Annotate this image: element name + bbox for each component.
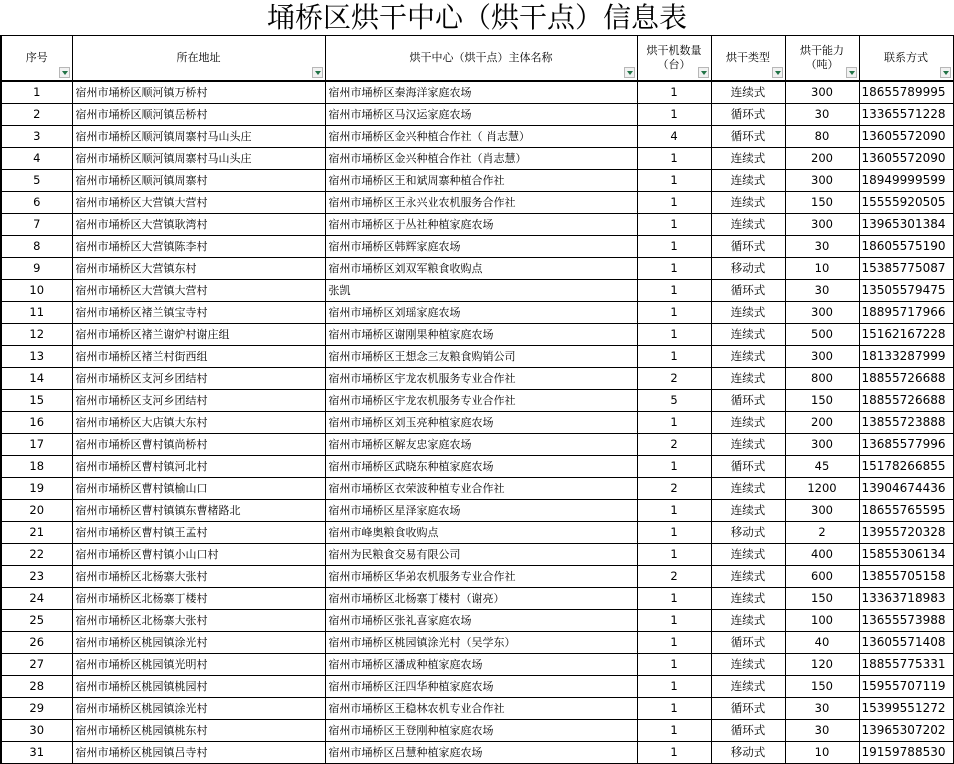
cell-phone[interactable]: 13505579475 [859,280,953,302]
cell-phone[interactable]: 18133287999 [859,346,953,368]
cell-phone[interactable]: 15178266855 [859,456,953,478]
cell-entity-name[interactable]: 宿州市埇桥区桃园镇涂光村（吴学东） [325,632,637,654]
header-no [1,36,72,82]
cell-entity-name[interactable]: 宿州市埇桥区金兴种植合作社（肖志慧） [325,148,637,170]
cell-entity-name[interactable]: 宿州市埇桥区谢刚果种植家庭农场 [325,324,637,346]
cell-no[interactable]: 15 [1,390,72,412]
header-cap [785,36,859,82]
cell-capacity[interactable]: 150 [785,676,859,698]
cell-address[interactable]: 宿州市埇桥区桃园镇涂光村 [72,698,325,720]
cell-capacity[interactable]: 10 [785,742,859,764]
cell-address[interactable]: 宿州市埇桥区桃园镇涂光村 [72,632,325,654]
cell-no[interactable]: 26 [1,632,72,654]
cell-dryer-type[interactable]: 移动式 [711,742,785,764]
cell-entity-name[interactable]: 宿州市埇桥区于丛社种植家庭农场 [325,214,637,236]
cell-capacity[interactable]: 100 [785,610,859,632]
cell-phone[interactable]: 15399551272 [859,698,953,720]
cell-address[interactable]: 宿州市埇桥区褚兰谢炉村谢庄组 [72,324,325,346]
cell-no[interactable]: 9 [1,258,72,280]
cell-phone[interactable]: 19159788530 [859,742,953,764]
table-row [1,698,953,720]
table-row [1,214,953,236]
cell-entity-name[interactable]: 宿州市埇桥区宇龙农机服务专业合作社 [325,390,637,412]
cell-entity-name[interactable]: 宿州市埇桥区吕慧种植家庭农场 [325,742,637,764]
cell-capacity[interactable]: 40 [785,632,859,654]
cell-phone[interactable]: 13685577996 [859,434,953,456]
cell-entity-name[interactable]: 宿州市埇桥区秦海洋家庭农场 [325,81,637,104]
table-body [1,81,953,764]
header-tel [859,36,953,82]
cell-no[interactable]: 21 [1,522,72,544]
cell-entity-name[interactable]: 宿州市埇桥区王和斌周寨种植合作社 [325,170,637,192]
cell-entity-name[interactable]: 宿州市埇桥区马汉运家庭农场 [325,104,637,126]
cell-dryer-type[interactable]: 循环式 [711,390,785,412]
cell-address[interactable]: 宿州市埇桥区曹村镇王孟村 [72,522,325,544]
cell-dryer-type[interactable]: 连续式 [711,434,785,456]
table-row [1,302,953,324]
cell-address[interactable]: 宿州市埇桥区大营镇陈李村 [72,236,325,258]
cell-capacity[interactable]: 800 [785,368,859,390]
cell-address[interactable]: 宿州市埇桥区桃园镇吕寺村 [72,742,325,764]
cell-dryer-type[interactable]: 连续式 [711,81,785,104]
cell-address[interactable]: 宿州市埇桥区顺河镇周寨村马山头庄 [72,126,325,148]
sheet-title: 埇桥区烘干中心（烘干点）信息表 [266,1,687,34]
table-row [1,126,953,148]
cell-dryer-count[interactable]: 1 [637,214,711,236]
filter-dropdown-icon[interactable] [59,67,70,78]
cell-no[interactable]: 17 [1,434,72,456]
cell-dryer-type[interactable]: 循环式 [711,698,785,720]
cell-dryer-count[interactable]: 5 [637,390,711,412]
cell-dryer-type[interactable]: 连续式 [711,654,785,676]
cell-dryer-type[interactable]: 移动式 [711,522,785,544]
cell-dryer-count[interactable]: 1 [637,654,711,676]
cell-no[interactable]: 7 [1,214,72,236]
cell-dryer-type[interactable]: 连续式 [711,170,785,192]
cell-entity-name[interactable]: 宿州市埇桥区华弟农机服务专业合作社 [325,566,637,588]
cell-dryer-count[interactable]: 1 [637,302,711,324]
cell-address[interactable]: 宿州市埇桥区褚兰镇宝寺村 [72,302,325,324]
table-row [1,456,953,478]
table-row [1,236,953,258]
cell-no[interactable]: 24 [1,588,72,610]
cell-address[interactable]: 宿州市埇桥区大营镇大营村 [72,192,325,214]
header-name-label: 烘干中心（烘干点）主体名称 [409,51,553,64]
cell-capacity[interactable]: 1200 [785,478,859,500]
cell-entity-name[interactable]: 宿州市埇桥区王永兴业农机服务合作社 [325,192,637,214]
cell-entity-name[interactable]: 宿州市埇桥区汪四华种植家庭农场 [325,676,637,698]
cell-no[interactable]: 25 [1,610,72,632]
table-row [1,81,953,104]
header-type [711,36,785,82]
cell-dryer-type[interactable]: 连续式 [711,192,785,214]
cell-address[interactable]: 宿州市埇桥区曹村镇镇东曹楮路北 [72,500,325,522]
header-cap-label: 烘干能力 [800,44,844,57]
cell-address[interactable]: 宿州市埇桥区顺河镇周寨村马山头庄 [72,148,325,170]
header-name [325,36,637,82]
header-qty-label: 烘干机数量 [646,44,702,57]
cell-dryer-type[interactable]: 连续式 [711,302,785,324]
filter-dropdown-icon[interactable] [698,67,709,78]
header-tel-label: 联系方式 [884,51,928,64]
table-row [1,148,953,170]
cell-capacity[interactable]: 30 [785,104,859,126]
cell-no[interactable]: 22 [1,544,72,566]
cell-capacity[interactable]: 150 [785,192,859,214]
cell-dryer-count[interactable]: 1 [637,346,711,368]
cell-no[interactable]: 2 [1,104,72,126]
header-row [1,36,953,82]
cell-entity-name[interactable]: 宿州市埇桥区刘玉亮种植家庭农场 [325,412,637,434]
cell-address[interactable]: 宿州市埇桥区北杨寨丁楼村 [72,588,325,610]
header-addr [72,36,325,82]
cell-capacity[interactable]: 150 [785,588,859,610]
cell-entity-name[interactable]: 张凯 [325,280,637,302]
cell-dryer-type[interactable]: 连续式 [711,478,785,500]
table-row [1,544,953,566]
cell-entity-name[interactable]: 宿州市埇桥区张礼喜家庭农场 [325,610,637,632]
cell-entity-name[interactable]: 宿州为民粮食交易有限公司 [325,544,637,566]
cell-dryer-count[interactable]: 2 [637,434,711,456]
cell-no[interactable]: 8 [1,236,72,258]
cell-address[interactable]: 宿州市埇桥区北杨寨大张村 [72,566,325,588]
cell-capacity[interactable]: 300 [785,346,859,368]
table-row [1,170,953,192]
cell-dryer-count[interactable]: 2 [637,478,711,500]
cell-capacity[interactable]: 80 [785,126,859,148]
cell-dryer-type[interactable]: 循环式 [711,720,785,742]
cell-dryer-type[interactable]: 连续式 [711,566,785,588]
cell-entity-name[interactable]: 宿州市埇桥区刘瑶家庭农场 [325,302,637,324]
cell-dryer-count[interactable]: 1 [637,236,711,258]
cell-dryer-type[interactable]: 连续式 [711,368,785,390]
cell-no[interactable]: 10 [1,280,72,302]
cell-address[interactable]: 宿州市埇桥区顺河镇万桥村 [72,81,325,104]
cell-capacity[interactable]: 300 [785,302,859,324]
cell-no[interactable]: 27 [1,654,72,676]
cell-phone[interactable]: 13655573988 [859,610,953,632]
cell-dryer-count[interactable]: 1 [637,720,711,742]
cell-dryer-count[interactable]: 1 [637,258,711,280]
cell-entity-name[interactable]: 宿州市埇桥区武晓东种植家庭农场 [325,456,637,478]
cell-dryer-type[interactable]: 移动式 [711,258,785,280]
cell-capacity[interactable]: 2 [785,522,859,544]
cell-address[interactable]: 宿州市埇桥区桃园镇桃东村 [72,720,325,742]
cell-capacity[interactable]: 300 [785,170,859,192]
cell-dryer-count[interactable]: 2 [637,566,711,588]
cell-dryer-count[interactable]: 1 [637,280,711,302]
cell-address[interactable]: 宿州市埇桥区顺河镇周寨村 [72,170,325,192]
cell-dryer-count[interactable]: 1 [637,544,711,566]
cell-phone[interactable]: 15855306134 [859,544,953,566]
cell-entity-name[interactable]: 宿州市埇桥区王稳林农机专业合作社 [325,698,637,720]
cell-dryer-count[interactable]: 1 [637,588,711,610]
cell-dryer-count[interactable]: 1 [637,148,711,170]
cell-no[interactable]: 31 [1,742,72,764]
cell-phone[interactable]: 18855775331 [859,654,953,676]
cell-no[interactable]: 13 [1,346,72,368]
cell-entity-name[interactable]: 宿州市埇桥区解友忠家庭农场 [325,434,637,456]
cell-dryer-count[interactable]: 1 [637,192,711,214]
cell-no[interactable]: 16 [1,412,72,434]
table-row [1,280,953,302]
table-row [1,654,953,676]
cell-capacity[interactable]: 200 [785,412,859,434]
cell-dryer-count[interactable]: 1 [637,170,711,192]
cell-no[interactable]: 23 [1,566,72,588]
table-row [1,412,953,434]
cell-no[interactable]: 12 [1,324,72,346]
table-row [1,566,953,588]
table-row [1,610,953,632]
cell-address[interactable]: 宿州市埇桥区大营镇耿湾村 [72,214,325,236]
filter-dropdown-icon[interactable] [846,67,857,78]
table-row [1,192,953,214]
cell-phone[interactable]: 15955707119 [859,676,953,698]
cell-phone[interactable]: 13855705158 [859,566,953,588]
table-row [1,346,953,368]
cell-capacity[interactable]: 500 [785,324,859,346]
table-row [1,522,953,544]
cell-entity-name[interactable]: 宿州市埇桥区金兴种植合作社（ 肖志慧） [325,126,637,148]
cell-phone[interactable]: 18655765595 [859,500,953,522]
cell-entity-name[interactable]: 宿州市埇桥区星泽家庭农场 [325,500,637,522]
cell-dryer-count[interactable]: 1 [637,742,711,764]
cell-phone[interactable]: 18655789995 [859,81,953,104]
table-row [1,258,953,280]
cell-capacity[interactable]: 600 [785,566,859,588]
cell-dryer-count[interactable]: 1 [637,676,711,698]
table-row [1,368,953,390]
cell-no[interactable]: 29 [1,698,72,720]
cell-address[interactable]: 宿州市埇桥区桃园镇桃园村 [72,676,325,698]
cell-address[interactable]: 宿州市埇桥区北杨寨大张村 [72,610,325,632]
table-row [1,390,953,412]
table-row [1,478,953,500]
header-type-label: 烘干类型 [726,51,770,64]
cell-no[interactable]: 14 [1,368,72,390]
cell-phone[interactable]: 13904674436 [859,478,953,500]
cell-phone[interactable]: 13363718983 [859,588,953,610]
cell-dryer-count[interactable]: 1 [637,104,711,126]
cell-entity-name[interactable]: 宿州市埇桥区刘双军粮食收购点 [325,258,637,280]
cell-dryer-count[interactable]: 1 [637,522,711,544]
cell-capacity[interactable]: 45 [785,456,859,478]
cell-address[interactable]: 宿州市埇桥区褚兰村街西组 [72,346,325,368]
cell-entity-name[interactable]: 宿州市埇桥区潘成种植家庭农场 [325,654,637,676]
cell-capacity[interactable]: 400 [785,544,859,566]
cell-entity-name[interactable]: 宿州市埇桥区王想念三友粮食购销公司 [325,346,637,368]
cell-phone[interactable]: 13855723888 [859,412,953,434]
cell-phone[interactable]: 15385775087 [859,258,953,280]
cell-capacity[interactable]: 10 [785,258,859,280]
cell-capacity[interactable]: 200 [785,148,859,170]
header-qty-unit: （台） [657,58,691,71]
cell-dryer-type[interactable]: 连续式 [711,500,785,522]
cell-dryer-count[interactable]: 1 [637,456,711,478]
cell-dryer-type[interactable]: 连续式 [711,148,785,170]
cell-capacity[interactable]: 30 [785,720,859,742]
cell-entity-name[interactable]: 宿州市峰奥粮食收购点 [325,522,637,544]
cell-no[interactable]: 4 [1,148,72,170]
cell-capacity[interactable]: 300 [785,500,859,522]
cell-dryer-count[interactable]: 1 [637,324,711,346]
cell-phone[interactable]: 15162167228 [859,324,953,346]
cell-address[interactable]: 宿州市埇桥区大营镇东村 [72,258,325,280]
cell-entity-name[interactable]: 宿州市埇桥区王登刚种植家庭农场 [325,720,637,742]
cell-capacity[interactable]: 30 [785,698,859,720]
cell-phone[interactable]: 18855726688 [859,368,953,390]
cell-dryer-count[interactable]: 1 [637,610,711,632]
cell-dryer-type[interactable]: 连续式 [711,214,785,236]
cell-dryer-type[interactable]: 循环式 [711,126,785,148]
cell-dryer-type[interactable]: 连续式 [711,324,785,346]
table-row [1,676,953,698]
table-row [1,500,953,522]
cell-entity-name[interactable]: 宿州市埇桥区宇龙农机服务专业合作社 [325,368,637,390]
cell-no[interactable]: 3 [1,126,72,148]
cell-dryer-type[interactable]: 循环式 [711,104,785,126]
cell-dryer-count[interactable]: 2 [637,368,711,390]
table-row [1,632,953,654]
cell-entity-name[interactable]: 宿州市埇桥区衣荣波种植专业合作社 [325,478,637,500]
cell-phone[interactable]: 13965307202 [859,720,953,742]
cell-phone[interactable]: 15555920505 [859,192,953,214]
cell-address[interactable]: 宿州市埇桥区大营镇大营村 [72,280,325,302]
cell-dryer-type[interactable]: 循环式 [711,280,785,302]
cell-phone[interactable]: 18949999599 [859,170,953,192]
cell-phone[interactable]: 13605571408 [859,632,953,654]
cell-address[interactable]: 宿州市埇桥区曹村镇小山口村 [72,544,325,566]
filter-dropdown-icon[interactable] [624,67,635,78]
table-row [1,588,953,610]
cell-phone[interactable]: 13365571228 [859,104,953,126]
cell-no[interactable]: 5 [1,170,72,192]
cell-address[interactable]: 宿州市埇桥区支河乡团结村 [72,368,325,390]
cell-capacity[interactable]: 30 [785,280,859,302]
cell-phone[interactable]: 18605575190 [859,236,953,258]
cell-entity-name[interactable]: 宿州市埇桥区韩辉家庭农场 [325,236,637,258]
cell-no[interactable]: 6 [1,192,72,214]
cell-capacity[interactable]: 150 [785,390,859,412]
cell-dryer-type[interactable]: 连续式 [711,588,785,610]
cell-dryer-count[interactable]: 1 [637,698,711,720]
table-row [1,742,953,764]
cell-phone[interactable]: 18855726688 [859,390,953,412]
header-cap-unit: （吨） [805,58,839,71]
table-row [1,104,953,126]
cell-no[interactable]: 28 [1,676,72,698]
cell-no[interactable]: 18 [1,456,72,478]
cell-address[interactable]: 宿州市埇桥区曹村镇河北村 [72,456,325,478]
cell-capacity[interactable]: 300 [785,81,859,104]
cell-no[interactable]: 20 [1,500,72,522]
cell-dryer-type[interactable]: 连续式 [711,544,785,566]
cell-no[interactable]: 11 [1,302,72,324]
cell-no[interactable]: 19 [1,478,72,500]
cell-address[interactable]: 宿州市埇桥区大店镇大东村 [72,412,325,434]
cell-no[interactable]: 1 [1,81,72,104]
cell-address[interactable]: 宿州市埇桥区顺河镇岳桥村 [72,104,325,126]
cell-dryer-type[interactable]: 循环式 [711,632,785,654]
table-row [1,434,953,456]
cell-capacity[interactable]: 300 [785,214,859,236]
cell-capacity[interactable]: 120 [785,654,859,676]
cell-dryer-count[interactable]: 4 [637,126,711,148]
cell-dryer-type[interactable]: 连续式 [711,346,785,368]
cell-address[interactable]: 宿州市埇桥区桃园镇光明村 [72,654,325,676]
cell-phone[interactable]: 13605572090 [859,126,953,148]
cell-phone[interactable]: 18895717966 [859,302,953,324]
header-qty [637,36,711,82]
cell-dryer-type[interactable]: 循环式 [711,456,785,478]
cell-dryer-count[interactable]: 1 [637,632,711,654]
cell-entity-name[interactable]: 宿州市埇桥区北杨寨丁楼村（谢亮） [325,588,637,610]
cell-dryer-type[interactable]: 连续式 [711,412,785,434]
cell-address[interactable]: 宿州市埇桥区曹村镇榆山口 [72,478,325,500]
cell-dryer-type[interactable]: 连续式 [711,610,785,632]
cell-no[interactable]: 30 [1,720,72,742]
dryer-info-table [0,35,954,764]
cell-dryer-count[interactable]: 1 [637,412,711,434]
table-row [1,720,953,742]
table-row [1,324,953,346]
cell-dryer-type[interactable]: 连续式 [711,676,785,698]
filter-dropdown-icon[interactable] [772,67,783,78]
cell-address[interactable]: 宿州市埇桥区支河乡团结村 [72,390,325,412]
cell-address[interactable]: 宿州市埇桥区曹村镇尚桥村 [72,434,325,456]
header-no-label: 序号 [25,51,48,64]
filter-dropdown-icon[interactable] [312,67,323,78]
cell-phone[interactable]: 13605572090 [859,148,953,170]
cell-dryer-count[interactable]: 1 [637,81,711,104]
cell-capacity[interactable]: 30 [785,236,859,258]
cell-dryer-count[interactable]: 1 [637,500,711,522]
cell-dryer-type[interactable]: 循环式 [711,236,785,258]
cell-capacity[interactable]: 300 [785,434,859,456]
filter-dropdown-icon[interactable] [940,67,951,78]
cell-phone[interactable]: 13955720328 [859,522,953,544]
cell-phone[interactable]: 13965301384 [859,214,953,236]
header-addr-label: 所在地址 [176,51,221,64]
